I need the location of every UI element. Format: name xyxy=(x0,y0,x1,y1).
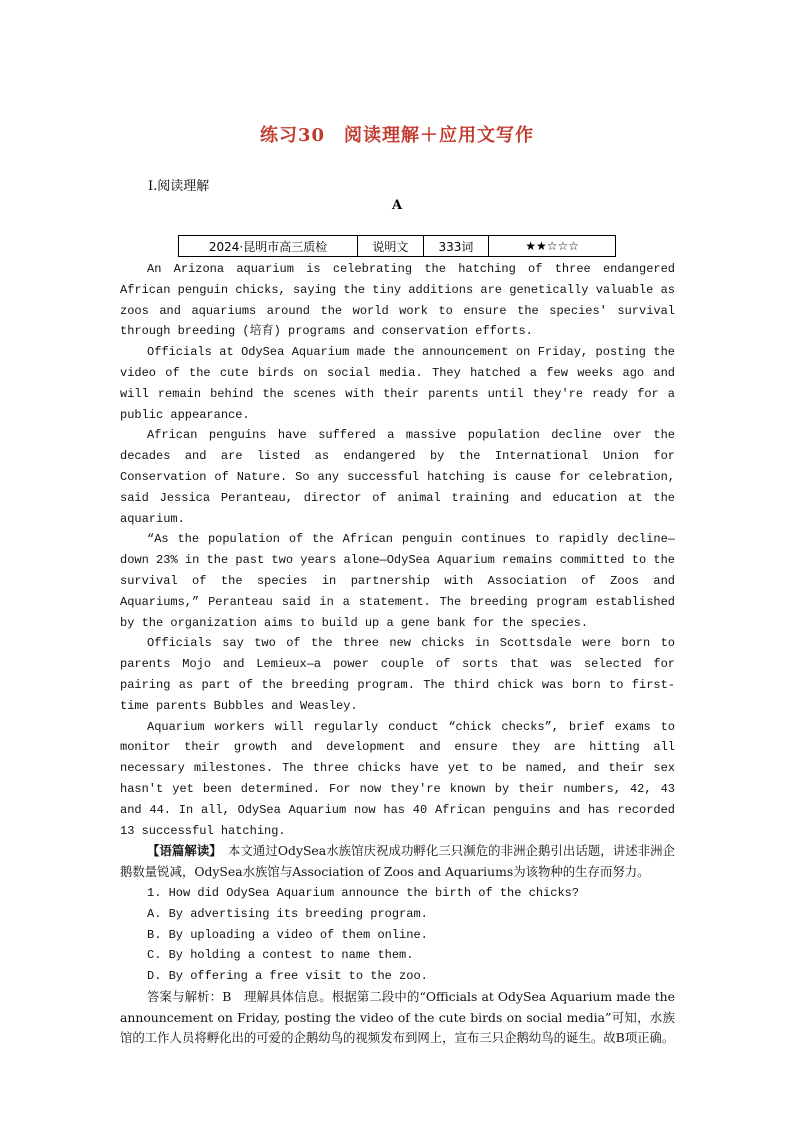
word-count-cell: 333词 xyxy=(423,236,489,257)
paragraph: “As the population of the African penguin continues to rapidly decline—down 23% in the past two years alone—OdySea Aquarium remains committed to the survival of the species in partnership with Association of Zoos and Aquariums,” Peranteau said in a statement. The breeding program established by the organization aims to build up a gene bank for the species. xyxy=(120,532,675,630)
section-heading: Ⅰ.阅读理解 xyxy=(148,179,210,194)
option-b: B. By uploading a video of them online. xyxy=(147,927,428,942)
passage-letter: A xyxy=(391,198,403,213)
difficulty-cell: ★★☆☆☆ xyxy=(489,236,616,257)
paragraph: Officials at OdySea Aquarium made the announcement on Friday, posting the video of the cute birds on social media. They hatched a few weeks ago and will remain behind the scenes with their parents until they're ready for a public appearance. xyxy=(120,345,675,422)
page-title: 练习30 阅读理解＋应用文写作 xyxy=(259,125,535,146)
genre-cell: 说明文 xyxy=(358,236,424,257)
passage-info-table xyxy=(178,235,616,257)
analysis-text: 本文通过OdySea水族馆庆祝成功孵化三只濒危的非洲企鹅引出话题，讲述非洲企鹅数量锐减，OdySea水族馆与Association of Zoos and Aquariums为该物种的生存而努力。 xyxy=(120,843,675,880)
source-cell: 2024·昆明市高三质检 xyxy=(179,236,358,257)
discourse-analysis xyxy=(120,841,675,883)
answer-explanation: 答案与解析：B 理解具体信息。根据第二段中的“Officials at OdySea Aquarium made the announcement on Friday, posting the video of the cute birds on social media”可知，水族馆的工作人员将孵化出的可爱的企鹅幼鸟的视频发布到网上，宣布三只企鹅幼鸟的诞生。故B项正确。 xyxy=(120,988,675,1046)
paragraph: Aquarium workers will regularly conduct “chick checks”, brief exams to monitor their growth and development and ensure they are hitting all necessary milestones. The three chicks have yet to be named, and their sex hasn't yet been determined. For now they're known by their numbers, 42, 43 and 44. In all, OdySea Aquarium now has 40 African penguins and has recorded 13 successful hatching. xyxy=(120,719,675,838)
question-stem: 1. How did OdySea Aquarium announce the birth of the chicks? xyxy=(147,885,580,900)
passage-body xyxy=(120,259,675,1049)
option-a: A. By advertising its breeding program. xyxy=(147,906,428,921)
paragraph: An Arizona aquarium is celebrating the hatching of three endangered African penguin chicks, saying the tiny additions are genetically valuable as zoos and aquariums around the world work to ensure the species' survival through breeding (培育) programs and conservation efforts. xyxy=(120,262,675,339)
paragraph: African penguins have suffered a massive population decline over the decades and are listed as endangered by the International Union for Conservation of Nature. So any successful hatching is cause for celebration, said Jessica Peranteau, director of animal training and education at the aquarium. xyxy=(120,428,675,526)
option-c: C. By holding a contest to name them. xyxy=(147,948,414,963)
option-d: D. By offering a free visit to the zoo. xyxy=(147,969,428,984)
paragraph: Officials say two of the three new chicks in Scottsdale were born to parents Mojo and Lemieux—a power couple of sorts that was selected for pairing as part of the breeding program. The third chick was born to first-time parents Bubbles and Weasley. xyxy=(120,636,675,713)
analysis-label: 【语篇解读】 xyxy=(147,843,216,859)
